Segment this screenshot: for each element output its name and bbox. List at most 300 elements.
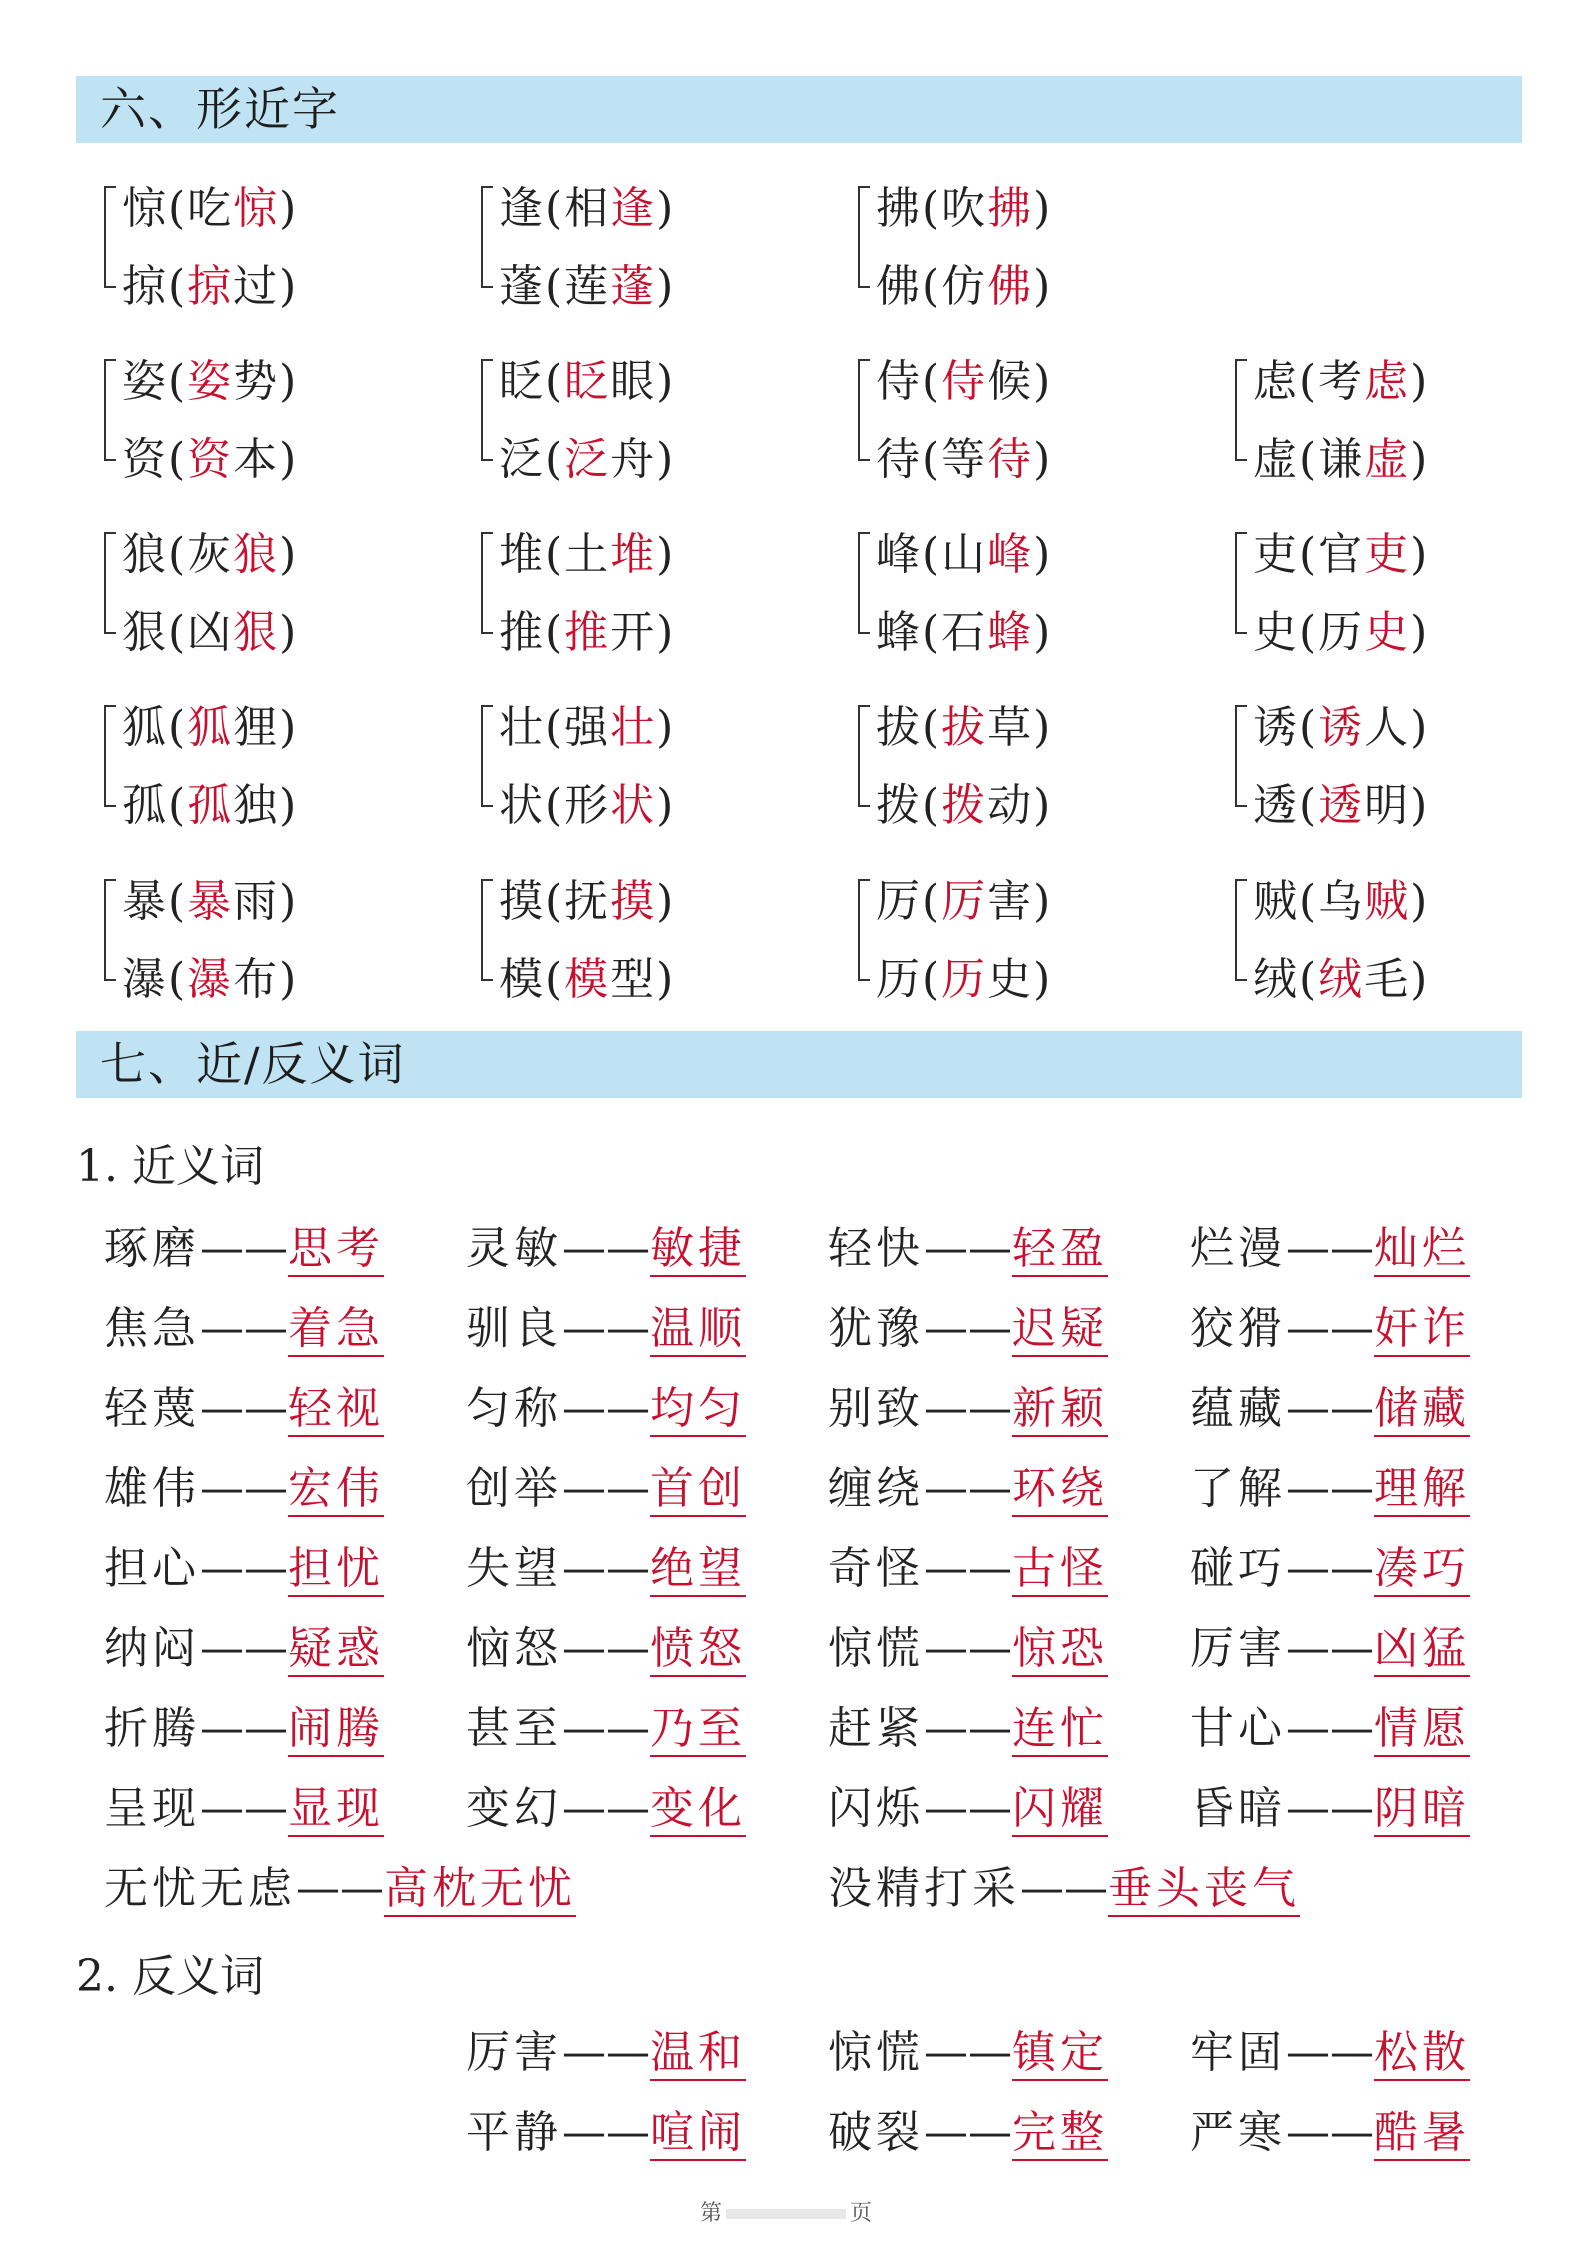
paren-close: ) [1033,702,1053,753]
word: 雄伟 [104,1463,200,1514]
pair-line [876,596,1052,660]
word: 惊慌 [828,2027,924,2078]
word-part: 等 [941,434,988,485]
dash: —— [924,1383,1012,1434]
antonym-pair [828,2016,1108,2076]
word: 奇怪 [828,1543,924,1594]
pair-line [499,518,675,582]
word-part: 吃 [187,183,234,234]
paren-open: ( [168,607,188,658]
word-part: 明 [1364,780,1411,831]
word: 驯良 [466,1303,562,1354]
pair-line [499,345,675,409]
pair-line [499,172,675,236]
synonym-pair [828,1372,1108,1432]
char-pair [1235,345,1535,485]
dash: —— [924,1623,1012,1674]
synonym-pair [1190,1452,1470,1512]
paren-open: ( [168,954,188,1005]
dash: —— [1286,1383,1374,1434]
paren-open: ( [922,261,942,312]
dash: —— [200,1783,288,1834]
paren-open: ( [922,876,942,927]
paren-open: ( [545,780,565,831]
pair-brace [858,359,870,461]
word: 没精打采 [828,1863,1020,1914]
section-7-header: 七、近/反义词 [76,1031,1522,1098]
pair-line [876,769,1052,833]
highlight-char: 掠 [187,261,234,312]
word: 琢磨 [104,1223,200,1274]
pair-line [876,172,1052,236]
pair-char: 诱 [1253,702,1299,753]
highlight-char: 推 [564,607,611,658]
pair-char: 狐 [122,702,168,753]
word: 碰巧 [1190,1543,1286,1594]
paren-open: ( [1299,780,1319,831]
answer: 阴暗 [1374,1783,1470,1837]
synonym-pair [828,1292,1108,1352]
word-part: 强 [564,702,611,753]
char-pair [1235,691,1535,831]
synonym-pair [1190,1692,1470,1752]
char-pair [481,691,781,831]
paren-close: ) [279,356,299,407]
word-part: 山 [941,529,988,580]
synonym-pair [466,1452,746,1512]
pair-line [499,943,675,1007]
pair-brace [104,879,116,981]
word: 严寒 [1190,2107,1286,2158]
highlight-char: 峰 [987,529,1034,580]
pair-char: 堆 [499,529,545,580]
answer: 闪耀 [1012,1783,1108,1837]
char-pair [104,691,404,831]
paren-close: ) [1410,954,1430,1005]
pair-line [1253,518,1429,582]
footer-suffix: 页 [850,2201,873,2226]
paren-close: ) [1410,607,1430,658]
dash: —— [924,1703,1012,1754]
answer: 显现 [288,1783,384,1837]
pair-brace [481,359,493,461]
antonym-pair [466,2016,746,2076]
answer: 首创 [650,1463,746,1517]
pair-line [122,345,298,409]
dash: —— [562,2107,650,2158]
answer: 酷暑 [1374,2107,1470,2161]
word-part: 灰 [187,529,234,580]
word: 狡猾 [1190,1303,1286,1354]
antonym-pair [466,2096,746,2156]
dash: —— [562,1543,650,1594]
paren-open: ( [1299,607,1319,658]
word-part: 眼 [610,356,657,407]
highlight-char: 贼 [1364,876,1411,927]
paren-open: ( [1299,876,1319,927]
paren-open: ( [1299,356,1319,407]
word: 创举 [466,1463,562,1514]
synonym-pair [466,1532,746,1592]
answer: 镇定 [1012,2027,1108,2081]
word-part: 形 [564,780,611,831]
highlight-char: 狼 [233,529,280,580]
highlight-char: 史 [1364,607,1411,658]
pair-line [876,518,1052,582]
dash: —— [200,1383,288,1434]
pair-char: 待 [876,434,922,485]
highlight-char: 吏 [1364,529,1411,580]
highlight-char: 蓬 [610,261,657,312]
word: 烂漫 [1190,1223,1286,1274]
pair-char: 贼 [1253,876,1299,927]
pair-brace [858,879,870,981]
word: 变幻 [466,1783,562,1834]
dash: —— [1286,1303,1374,1354]
paren-close: ) [656,702,676,753]
highlight-char: 壮 [610,702,657,753]
word: 厉害 [466,2027,562,2078]
word-part: 历 [1318,607,1365,658]
paren-close: ) [656,261,676,312]
paren-open: ( [922,607,942,658]
highlight-char: 诱 [1318,702,1365,753]
pair-brace [858,705,870,807]
pair-char: 资 [122,434,168,485]
paren-open: ( [168,876,188,927]
pair-brace [104,705,116,807]
char-pair [1235,518,1535,658]
paren-open: ( [545,434,565,485]
paren-open: ( [168,261,188,312]
word-part: 势 [233,356,280,407]
highlight-char: 历 [941,954,988,1005]
char-pair [858,345,1158,485]
pair-char: 侍 [876,356,922,407]
paren-close: ) [1410,434,1430,485]
synonym-pair [828,1772,1108,1832]
paren-open: ( [922,356,942,407]
pair-brace [104,186,116,288]
paren-open: ( [168,702,188,753]
synonym-pair [1190,1612,1470,1672]
paren-open: ( [922,434,942,485]
dash: —— [1286,1463,1374,1514]
answer: 温和 [650,2027,746,2081]
highlight-char: 拂 [987,183,1034,234]
pair-char: 吏 [1253,529,1299,580]
synonym-pair [1190,1772,1470,1832]
word-part: 抚 [564,876,611,927]
answer: 变化 [650,1783,746,1837]
answer: 均匀 [650,1383,746,1437]
pair-line [499,596,675,660]
paren-open: ( [922,780,942,831]
pair-line [876,345,1052,409]
paren-close: ) [656,434,676,485]
paren-close: ) [1033,780,1053,831]
pair-char: 狼 [122,529,168,580]
word-part: 谦 [1318,434,1365,485]
synonym-pair [828,1452,1108,1512]
dash: —— [1286,1703,1374,1754]
highlight-char: 孤 [187,780,234,831]
pair-char: 逢 [499,183,545,234]
pair-line [876,250,1052,314]
antonym-pair [1190,2096,1470,2156]
dash: —— [1286,1543,1374,1594]
word-part: 狸 [233,702,280,753]
dash: —— [562,1463,650,1514]
paren-close: ) [1410,356,1430,407]
section-6-header: 六、形近字 [76,76,1522,143]
pair-line [1253,423,1429,487]
dash: —— [562,1623,650,1674]
paren-open: ( [545,183,565,234]
char-pair [104,518,404,658]
pair-brace [481,705,493,807]
answer: 古怪 [1012,1543,1108,1597]
word: 无忧无虑 [104,1863,296,1914]
answer: 敏捷 [650,1223,746,1277]
answer: 环绕 [1012,1463,1108,1517]
highlight-char: 绒 [1318,954,1365,1005]
word: 匀称 [466,1383,562,1434]
highlight-char: 侍 [941,356,988,407]
paren-open: ( [168,529,188,580]
dash: —— [562,1783,650,1834]
highlight-char: 拨 [941,780,988,831]
answer: 灿烂 [1374,1223,1470,1277]
word: 纳闷 [104,1623,200,1674]
dash: —— [924,2027,1012,2078]
word-part: 开 [610,607,657,658]
char-pair [481,865,781,1005]
answer: 储藏 [1374,1383,1470,1437]
word: 牢固 [1190,2027,1286,2078]
char-pair [858,865,1158,1005]
word-part: 独 [233,780,280,831]
paren-close: ) [656,183,676,234]
paren-open: ( [168,780,188,831]
synonym-pair [1190,1212,1470,1272]
char-pair [104,865,404,1005]
word: 蕴藏 [1190,1383,1286,1434]
footer-prefix: 第 [700,2201,723,2226]
char-pair [104,345,404,485]
highlight-char: 状 [610,780,657,831]
highlight-char: 虚 [1364,434,1411,485]
paren-open: ( [922,183,942,234]
synonym-pair [466,1772,746,1832]
dash: —— [200,1223,288,1274]
paren-close: ) [656,876,676,927]
dash: —— [200,1623,288,1674]
answer: 新颖 [1012,1383,1108,1437]
dash: —— [296,1863,384,1914]
dash: —— [1286,1623,1374,1674]
highlight-char: 惊 [233,183,280,234]
pair-char: 瀑 [122,954,168,1005]
paren-close: ) [1410,702,1430,753]
pair-char: 掠 [122,261,168,312]
dash: —— [1286,2107,1374,2158]
word: 呈现 [104,1783,200,1834]
synonym-pair [104,1372,384,1432]
answer: 闹腾 [288,1703,384,1757]
dash: —— [1020,1863,1108,1914]
char-pair [858,172,1158,312]
dash: —— [562,1223,650,1274]
word: 甚至 [466,1703,562,1754]
synonym-pair [104,1452,384,1512]
word-part: 害 [987,876,1034,927]
paren-open: ( [168,434,188,485]
char-pair [858,691,1158,831]
char-pair [481,345,781,485]
word: 别致 [828,1383,924,1434]
paren-close: ) [1410,529,1430,580]
dash: —— [924,1303,1012,1354]
word-part: 舟 [610,434,657,485]
pair-char: 虑 [1253,356,1299,407]
pair-char: 绒 [1253,954,1299,1005]
paren-open: ( [922,702,942,753]
answer: 奸诈 [1374,1303,1470,1357]
pair-char: 姿 [122,356,168,407]
dash: —— [924,1223,1012,1274]
paren-close: ) [1033,529,1053,580]
paren-open: ( [1299,529,1319,580]
pair-line [1253,769,1429,833]
highlight-char: 待 [987,434,1034,485]
synonym-pair [828,1532,1108,1592]
synonym-pair [1190,1292,1470,1352]
word: 焦急 [104,1303,200,1354]
pair-char: 推 [499,607,545,658]
char-pair [104,172,404,312]
word-part: 人 [1364,702,1411,753]
paren-close: ) [656,356,676,407]
dash: —— [924,2107,1012,2158]
word: 恼怒 [466,1623,562,1674]
synonym-pair [466,1372,746,1432]
pair-char: 孤 [122,780,168,831]
pair-line [499,250,675,314]
synonym-pair [104,1772,384,1832]
char-pair [481,518,781,658]
synonym-pair [104,1692,384,1752]
pair-char: 拂 [876,183,922,234]
pair-char: 蜂 [876,607,922,658]
synonym-pair [466,1292,746,1352]
synonym-pair [466,1692,746,1752]
paren-close: ) [1033,183,1053,234]
answer: 凶猛 [1374,1623,1470,1677]
answer: 完整 [1012,2107,1108,2161]
word-part: 莲 [564,261,611,312]
pair-line [1253,345,1429,409]
paren-close: ) [1410,876,1430,927]
pair-line [499,423,675,487]
pair-line [499,769,675,833]
paren-close: ) [279,607,299,658]
pair-char: 狠 [122,607,168,658]
synonym-pair [466,1212,746,1272]
dash: —— [924,1543,1012,1594]
word-part: 凶 [187,607,234,658]
pair-char: 拔 [876,702,922,753]
pair-line [1253,943,1429,1007]
answer: 愤怒 [650,1623,746,1677]
highlight-char: 堆 [610,529,657,580]
dash: —— [1286,1783,1374,1834]
antonyms-title: 2. 反义词 [76,1951,264,2002]
paren-open: ( [1299,434,1319,485]
char-pair [1235,865,1535,1005]
synonym-pair [1190,1532,1470,1592]
pair-char: 厉 [876,876,922,927]
word: 赶紧 [828,1703,924,1754]
synonym-pair [104,1212,384,1272]
paren-close: ) [656,954,676,1005]
pair-char: 泛 [499,434,545,485]
answer: 乃至 [650,1703,746,1757]
paren-open: ( [1299,954,1319,1005]
paren-open: ( [168,356,188,407]
answer: 高枕无忧 [384,1863,576,1917]
pair-line [1253,865,1429,929]
synonym-pair-long [104,1852,576,1912]
word-part: 过 [233,261,280,312]
paren-close: ) [656,607,676,658]
word: 灵敏 [466,1223,562,1274]
answer: 迟疑 [1012,1303,1108,1357]
dash: —— [562,1703,650,1754]
synonym-pair [466,1612,746,1672]
pair-char: 峰 [876,529,922,580]
word: 担心 [104,1543,200,1594]
pair-line [876,865,1052,929]
word: 破裂 [828,2107,924,2158]
synonym-pair [828,1612,1108,1672]
paren-open: ( [545,356,565,407]
pair-line [122,172,298,236]
word: 平静 [466,2107,562,2158]
highlight-char: 狠 [233,607,280,658]
answer: 担忧 [288,1543,384,1597]
answer: 轻盈 [1012,1223,1108,1277]
paren-close: ) [279,183,299,234]
paren-close: ) [279,780,299,831]
antonym-pair [828,2096,1108,2156]
pair-line [122,596,298,660]
pair-line [122,769,298,833]
synonyms-title: 1. 近义词 [76,1141,264,1192]
pair-char: 史 [1253,607,1299,658]
word-part: 土 [564,529,611,580]
dash: —— [924,1463,1012,1514]
highlight-char: 佛 [987,261,1034,312]
highlight-char: 逢 [610,183,657,234]
pair-char: 壮 [499,702,545,753]
pair-line [122,691,298,755]
pair-line [122,943,298,1007]
highlight-char: 拔 [941,702,988,753]
pair-char: 摸 [499,876,545,927]
word-part: 型 [610,954,657,1005]
paren-close: ) [279,876,299,927]
